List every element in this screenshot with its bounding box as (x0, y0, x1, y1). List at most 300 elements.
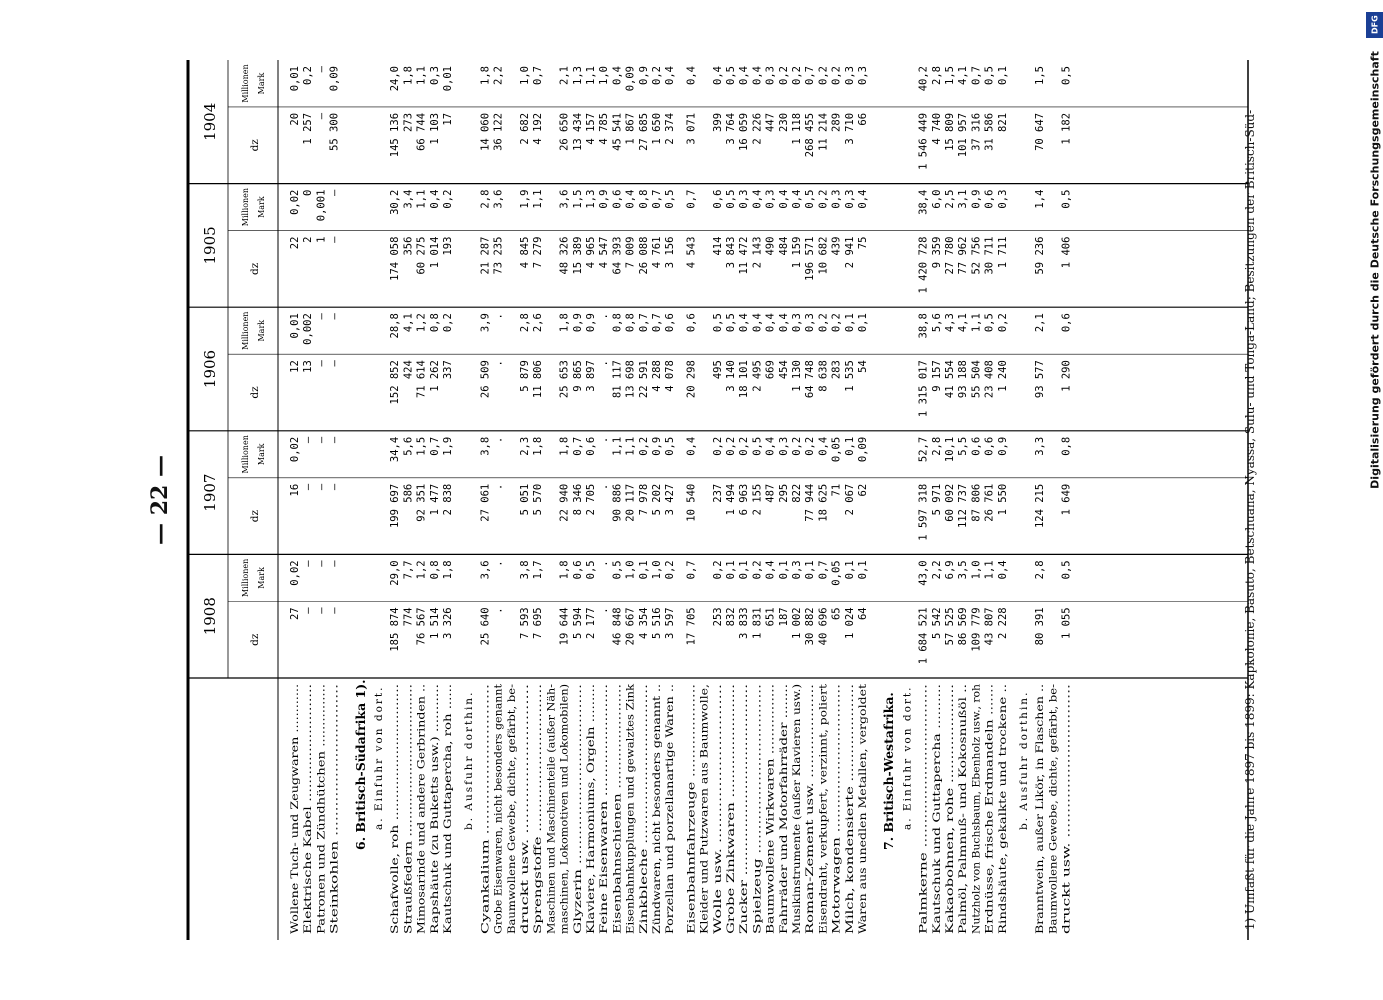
cell-mark: 1,2 (415, 313, 428, 333)
cell-dz: 237 (711, 483, 724, 503)
cell-mark: — (315, 436, 328, 444)
cell-dz: 54 (857, 360, 869, 373)
cell-mark: 0,5 (804, 189, 817, 209)
cell-dz: 64 (857, 607, 869, 621)
cell-dz: 3 764 (725, 112, 737, 145)
row-label: Baumwollene Gewebe, dichte, gefärbt, be- (1047, 707, 1060, 934)
cell-dz: 5 879 (519, 360, 531, 392)
cell-dz: 22 591 (637, 360, 650, 399)
cell-mark: 40,2 (917, 66, 930, 92)
cell-mark: 0,6 (664, 313, 677, 333)
cell-mark: 1,5 (571, 189, 584, 209)
cell-dz: 4 288 (651, 360, 663, 392)
cell-mark: 3,6 (479, 560, 492, 580)
cell-mark: 0,2 (804, 436, 817, 456)
cell-mark: 0,5 (725, 189, 737, 209)
cell-dz: 17 705 (685, 607, 698, 646)
cell-mark: 3,9 (479, 313, 492, 333)
cell-mark: 0,01 (289, 66, 301, 92)
row-label: Kakaobohnen, rohe ..................... (944, 756, 956, 934)
cell-dz: 93 188 (957, 360, 970, 399)
unit-millionen: Millionen (241, 187, 250, 227)
row-label: Sprengstoffe ............................... (532, 758, 545, 934)
cell-dz: 81 117 (611, 360, 624, 399)
cell-dz: 30 711 (983, 236, 996, 275)
cell-mark: 0,4 (751, 189, 764, 209)
row-label: Kautschuk und Guttapercha, roh ...... (442, 735, 454, 934)
cell-mark: 0,1 (637, 560, 650, 580)
unit-mark: Mark (257, 443, 266, 466)
cell-dz: 1 649 (1060, 483, 1073, 516)
cell-dz: 21 287 (479, 236, 492, 275)
cell-mark: 0,8 (428, 560, 441, 580)
cell-dz: 1 182 (1060, 112, 1073, 145)
cell-mark: 0,5 (1060, 189, 1073, 209)
cell-dz: 31 586 (983, 112, 996, 151)
row-label: Grobe Zinkwaren ........................ (725, 757, 737, 934)
cell-mark: — (302, 560, 315, 567)
cell-dz: 27 685 (637, 112, 650, 151)
cell-dz: 3 897 (585, 360, 597, 392)
cell-mark: 0,7 (651, 313, 663, 333)
cell-mark: 0,09 (857, 436, 869, 463)
cell-dz: 1 130 (791, 360, 803, 392)
cell-dz: 1 055 (1060, 607, 1073, 639)
cell-mark: 1,5 (415, 436, 428, 456)
cell-mark: 0,7 (637, 313, 650, 333)
cell-dz: 3 326 (442, 607, 454, 639)
cell-dz: 22 940 (558, 483, 571, 522)
cell-mark: 0,1 (843, 436, 856, 456)
cell-dz: — (328, 607, 341, 614)
cell-dz: 2 177 (585, 607, 597, 639)
cell-mark: 0,5 (983, 66, 996, 85)
cell-dz: 669 (764, 360, 777, 380)
cell-mark: 0,7 (970, 66, 983, 85)
cell-mark: 0,2 (830, 313, 843, 333)
cell-mark: . (598, 436, 611, 444)
cell-mark: 1,8 (402, 66, 415, 85)
cell-mark: 0,05 (830, 560, 843, 586)
cell-dz: 48 326 (558, 236, 571, 275)
year-header: 1905 (201, 226, 219, 265)
cell-dz: 2 705 (585, 483, 597, 516)
row-label: Spielzeug ................................... (751, 761, 764, 934)
cell-mark: 0,6 (611, 189, 624, 209)
cell-dz: 4 543 (685, 236, 698, 269)
cell-mark: 4,1 (402, 313, 415, 333)
cell-dz: 1 420 728 (917, 236, 930, 294)
unit-mark: Mark (257, 319, 266, 342)
cell-mark: 0,2 (817, 66, 830, 85)
cell-mark: 3,8 (479, 436, 492, 456)
cell-dz: 4 078 (664, 360, 677, 392)
cell-mark: 0,6 (983, 189, 996, 209)
cell-mark: 0,7 (685, 189, 698, 209)
cell-dz: 71 (830, 483, 843, 497)
cell-dz: 5 570 (532, 483, 545, 516)
cell-mark: 1,2 (415, 560, 428, 580)
cell-mark: 2,3 (519, 436, 531, 456)
cell-mark: 29,0 (389, 560, 402, 586)
year-header: 1907 (201, 473, 219, 512)
cell-mark: 0,4 (764, 436, 777, 456)
cell-dz: 46 848 (611, 607, 624, 646)
row-label: Milch, kondensierte ..................... (843, 754, 856, 934)
cell-dz: 1 494 (725, 483, 737, 516)
cell-mark: 1,0 (970, 560, 983, 580)
cell-dz: 4 965 (585, 236, 597, 269)
cell-mark: 0,001 (315, 189, 328, 222)
row-label: Palmkerne .................................. (917, 760, 930, 934)
cell-mark: — (302, 436, 315, 444)
cell-mark: 3,6 (558, 189, 571, 209)
row-label: Elektrische Kabel .......................... (302, 749, 315, 934)
page-number: — 22 — (147, 455, 173, 545)
row-label: Cyankalium .............................. (479, 767, 492, 934)
unit-millionen: Millionen (241, 558, 250, 598)
cell-mark: 0,2 (996, 313, 1009, 333)
cell-mark: 1,0 (624, 560, 637, 580)
cell-dz: 14 060 (479, 112, 492, 151)
cell-mark: 0,3 (791, 313, 803, 333)
cell-dz: 5 542 (930, 607, 943, 639)
cell-dz: 4 740 (930, 112, 943, 145)
cell-dz: 1 711 (996, 236, 1009, 269)
cell-mark: 0,01 (442, 66, 454, 92)
cell-dz: — (302, 607, 315, 614)
cell-dz: 4 354 (637, 607, 650, 639)
cell-mark: 0,5 (725, 313, 737, 333)
unit-dz: dz (249, 509, 261, 523)
cell-mark: 0,3 (777, 436, 790, 456)
cell-mark: 0,4 (664, 66, 677, 85)
cell-dz: 2 067 (843, 483, 856, 516)
cell-mark: 24,0 (389, 66, 402, 92)
cell-mark: 0,4 (857, 189, 869, 209)
year-header: 1908 (201, 597, 219, 636)
cell-dz: — (328, 236, 341, 243)
cell-dz: 273 (402, 112, 415, 132)
cell-mark: 0,3 (428, 66, 441, 85)
cell-mark: 1,3 (571, 66, 584, 85)
cell-dz: 145 136 (389, 112, 402, 158)
cell-mark: . (492, 313, 505, 320)
cell-mark: 1,0 (598, 66, 611, 85)
cell-mark: 0,6 (571, 560, 584, 580)
cell-mark: 0,1 (996, 66, 1009, 85)
cell-mark: 0,2 (738, 436, 751, 456)
cell-dz: 62 (857, 483, 869, 497)
cell-mark: 0,6 (970, 436, 983, 456)
cell-mark: 0,8 (637, 189, 650, 209)
cell-mark: 0,2 (817, 313, 830, 333)
cell-mark: 0,2 (302, 66, 315, 85)
cell-dz: 187 (777, 607, 790, 627)
cell-mark: 0,8 (1060, 436, 1073, 456)
row-label: Palmöl, Palmnuß- und Kokosnußöl .. (957, 742, 970, 934)
cell-dz: 586 (402, 483, 415, 503)
cell-dz: 77 962 (957, 236, 970, 275)
cell-dz: 80 391 (1034, 607, 1047, 646)
cell-mark: 1,3 (585, 189, 597, 209)
cell-dz: . (598, 360, 611, 367)
row-label: Motorwagen ............................... (830, 759, 843, 934)
cell-dz: 4 845 (519, 236, 531, 269)
cell-mark: 0,4 (751, 66, 764, 85)
cell-mark: 0,5 (711, 313, 724, 333)
unit-millionen: Millionen (241, 64, 250, 103)
cell-mark: 0,1 (777, 560, 790, 580)
cell-mark: 0,3 (764, 189, 777, 209)
cell-dz: 2 228 (996, 607, 1009, 639)
cell-dz: 821 (996, 112, 1009, 132)
cell-mark: 0 (302, 189, 315, 196)
cell-mark: 0,2 (777, 66, 790, 85)
row-label: Eisenbahnkupplungen und gewalztes Zink (624, 708, 637, 934)
cell-dz: 651 (764, 607, 777, 627)
cell-mark: 0,3 (738, 189, 751, 209)
cell-dz: 5 971 (930, 483, 943, 516)
cell-mark: 0,1 (738, 560, 751, 580)
cell-mark: 2,8 (930, 66, 943, 85)
cell-dz: 4 192 (532, 112, 545, 145)
cell-mark: 0,2 (442, 313, 454, 333)
cell-mark: 0,4 (817, 436, 830, 456)
row-label: Waren aus unedlen Metallen, vergoldet (857, 724, 869, 934)
cell-dz: 193 (442, 236, 454, 256)
cell-dz: 3 843 (725, 236, 737, 269)
cell-mark: 1,8 (558, 313, 571, 333)
cell-dz: 5 516 (651, 607, 663, 639)
cell-dz: 43 807 (983, 607, 996, 646)
cell-mark: 0,2 (817, 189, 830, 209)
cell-dz: 1 831 (751, 607, 764, 639)
cell-dz: 3 427 (664, 483, 677, 516)
cell-dz: 26 509 (479, 360, 492, 399)
cell-mark: 2,2 (930, 560, 943, 580)
cell-dz: 8 638 (817, 360, 830, 392)
cell-mark: 43,0 (917, 560, 930, 586)
cell-mark: 0,6 (983, 436, 996, 456)
subsection-heading: a. Einfuhr von dort. (373, 685, 385, 830)
subsection-heading: a. Einfuhr von dort. (901, 685, 914, 830)
cell-mark: 0,2 (791, 66, 803, 85)
cell-mark: 2,6 (532, 313, 545, 333)
cell-dz: 8 346 (571, 483, 584, 516)
cell-dz: 26 650 (558, 112, 571, 151)
cell-dz: 25 640 (479, 607, 492, 646)
cell-dz: 93 577 (1034, 360, 1047, 399)
cell-dz: 37 316 (970, 112, 983, 151)
cell-mark: 0,9 (598, 189, 611, 209)
cell-dz: 15 389 (571, 236, 584, 275)
row-label: Maschinen und Maschinenteile (außer Näh- (545, 699, 558, 934)
cell-mark: 52,7 (917, 436, 930, 463)
cell-dz: 2 226 (751, 112, 764, 145)
cell-dz: 1 597 318 (917, 483, 930, 541)
cell-dz: 20 298 (685, 360, 698, 399)
cell-dz: 1 002 (791, 607, 803, 639)
cell-mark: 0,09 (624, 66, 637, 92)
cell-dz: 1 118 (791, 112, 803, 145)
cell-dz: 356 (402, 236, 415, 256)
row-label: Fahrräder und Motorfahrräder ........ (777, 739, 790, 934)
cell-dz: 185 874 (389, 607, 402, 652)
cell-mark: 0,2 (711, 436, 724, 456)
cell-mark: 0,1 (725, 560, 737, 580)
row-label: maschinen, Lokomotiven und Lokomobilen) (558, 701, 571, 934)
cell-dz: 3 071 (685, 112, 698, 145)
cell-mark: 0,5 (1060, 560, 1073, 580)
cell-mark: 0,9 (996, 436, 1009, 456)
cell-mark: 0,2 (637, 436, 650, 456)
unit-dz: dz (249, 262, 261, 276)
cell-mark: . (492, 436, 505, 444)
cell-dz: 55 504 (970, 360, 983, 399)
cell-mark: 1,1 (532, 189, 545, 209)
cell-dz: . (492, 360, 505, 367)
cell-mark: 1,9 (442, 436, 454, 456)
cell-dz: 2 155 (751, 483, 764, 516)
cell-dz: 199 697 (389, 483, 402, 529)
cell-dz: 76 567 (415, 607, 428, 646)
cell-mark: 0,8 (428, 313, 441, 333)
cell-mark: 0,4 (711, 66, 724, 85)
cell-dz: 27 780 (944, 236, 956, 275)
cell-dz: 52 756 (970, 236, 983, 275)
cell-mark: 6,9 (944, 560, 956, 580)
cell-mark: 1,8 (558, 560, 571, 580)
row-label: Straußfedern ................................... (402, 742, 415, 934)
unit-dz: dz (249, 386, 261, 399)
row-label: Rapshäute (zu Buketts usw.) ........... (428, 742, 441, 934)
cell-mark: 1,8 (532, 436, 545, 456)
cell-mark: 1,0 (519, 66, 531, 85)
cell-dz: — (328, 483, 341, 491)
row-label: Patronen und Zündhütchen ............... (315, 734, 328, 934)
cell-mark: 0,5 (751, 436, 764, 456)
cell-mark: 0,5 (664, 189, 677, 209)
cell-mark: 0,7 (532, 66, 545, 85)
cell-dz: 2 838 (442, 483, 454, 516)
cell-dz: 424 (402, 360, 415, 380)
cell-dz: 7 279 (532, 236, 545, 269)
row-label: Nutzholz von Buchsbaum, Ebenholz usw., roh (970, 691, 983, 934)
cell-dz: 16 059 (738, 112, 751, 151)
cell-dz: . (492, 607, 505, 614)
cell-mark: 0,9 (970, 189, 983, 209)
row-label: Branntwein, außer Likör, in Flaschen .. (1034, 725, 1047, 934)
row-label: Porzellan und porzellanartige Waren .. (664, 728, 677, 934)
cell-dz: — (315, 112, 328, 120)
cell-dz: 18 625 (817, 483, 830, 522)
cell-dz: 20 667 (624, 607, 637, 646)
cell-dz: 101 957 (957, 112, 970, 158)
cell-dz: 3 833 (738, 607, 751, 639)
cell-mark: 38,8 (917, 313, 930, 339)
cell-mark: 0,7 (428, 436, 441, 456)
unit-mark: Mark (257, 567, 266, 589)
cell-dz: 26 088 (637, 236, 650, 275)
unit-millionen: Millionen (241, 435, 250, 474)
cell-dz: 87 806 (970, 483, 983, 522)
cell-dz: 11 214 (817, 112, 830, 151)
cell-dz: 9 865 (571, 360, 584, 392)
row-label: Eisenbahnschienen ....................... (611, 750, 624, 934)
cell-mark: 0,2 (442, 189, 454, 209)
cell-dz: 495 (711, 360, 724, 380)
cell-dz: 10 540 (685, 483, 698, 522)
row-label: Wollene Tuch- und Zeugwaren ............ (289, 727, 301, 934)
cell-dz: 20 117 (624, 483, 637, 522)
cell-dz: 1 159 (791, 236, 803, 269)
cell-mark: 0,4 (624, 189, 637, 209)
cell-mark: 0,4 (738, 313, 751, 333)
cell-mark: 30,2 (389, 189, 402, 215)
cell-dz: 1 (315, 236, 328, 243)
cell-dz: 66 (857, 112, 869, 126)
row-label: Steinkohlen ............................... (328, 763, 341, 934)
cell-mark: 1,1 (624, 436, 637, 456)
row-label: Rindshäute, gekalkte und trockene .. (996, 737, 1009, 934)
cell-dz: 447 (764, 112, 777, 132)
cell-dz: 1 290 (1060, 360, 1073, 392)
cell-dz: 2 143 (751, 236, 764, 269)
cell-dz: 13 434 (571, 112, 584, 151)
row-label: Zündwaren, nicht besonders genannt .. (651, 724, 663, 934)
cell-mark: 0,2 (711, 560, 724, 580)
cell-mark: 3,1 (957, 189, 970, 209)
cell-dz: 22 (289, 236, 301, 250)
cell-mark: 0,5 (1060, 66, 1073, 85)
cell-dz: 90 886 (611, 483, 624, 522)
cell-mark: 0,2 (830, 66, 843, 85)
digitization-credit: Digitalisierung gefördert durch die Deutsche Forschungsgemeinschaft (1368, 51, 1382, 489)
cell-dz: 40 696 (817, 607, 830, 646)
cell-mark: 2,8 (519, 313, 531, 333)
cell-mark: 1,9 (519, 189, 531, 209)
cell-dz: 16 (289, 483, 301, 497)
cell-mark: 0,3 (791, 560, 803, 580)
cell-dz: 399 (711, 112, 724, 132)
cell-dz: 11 806 (532, 360, 545, 399)
row-label: Klaviere, Harmoniums, Orgeln ......... (585, 737, 597, 934)
row-label: Baumwollene Gewebe, dichte, gefärbt, be- (505, 707, 518, 934)
cell-mark: 1,1 (415, 189, 428, 209)
cell-dz: 439 (830, 236, 843, 256)
cell-mark: 0,6 (711, 189, 724, 209)
cell-dz: . (598, 607, 611, 614)
cell-dz: 19 644 (558, 607, 571, 646)
cell-dz: 109 779 (970, 607, 983, 652)
cell-dz: — (315, 483, 328, 491)
cell-dz: 9 157 (930, 360, 943, 392)
cell-mark: 0,2 (651, 66, 663, 85)
cell-mark: 0,9 (637, 66, 650, 85)
cell-dz: 268 455 (804, 112, 817, 158)
cell-dz: 4 761 (651, 236, 663, 269)
cell-mark: 4,1 (957, 313, 970, 333)
cell-dz: 64 748 (804, 360, 817, 399)
cell-mark: 0,4 (738, 66, 751, 85)
cell-dz: 77 944 (804, 483, 817, 522)
cell-mark: — (328, 313, 341, 320)
cell-dz: 174 058 (389, 236, 402, 281)
cell-mark: 0,7 (817, 560, 830, 580)
cell-dz: 3 597 (664, 607, 677, 639)
cell-mark: 0,4 (791, 189, 803, 209)
